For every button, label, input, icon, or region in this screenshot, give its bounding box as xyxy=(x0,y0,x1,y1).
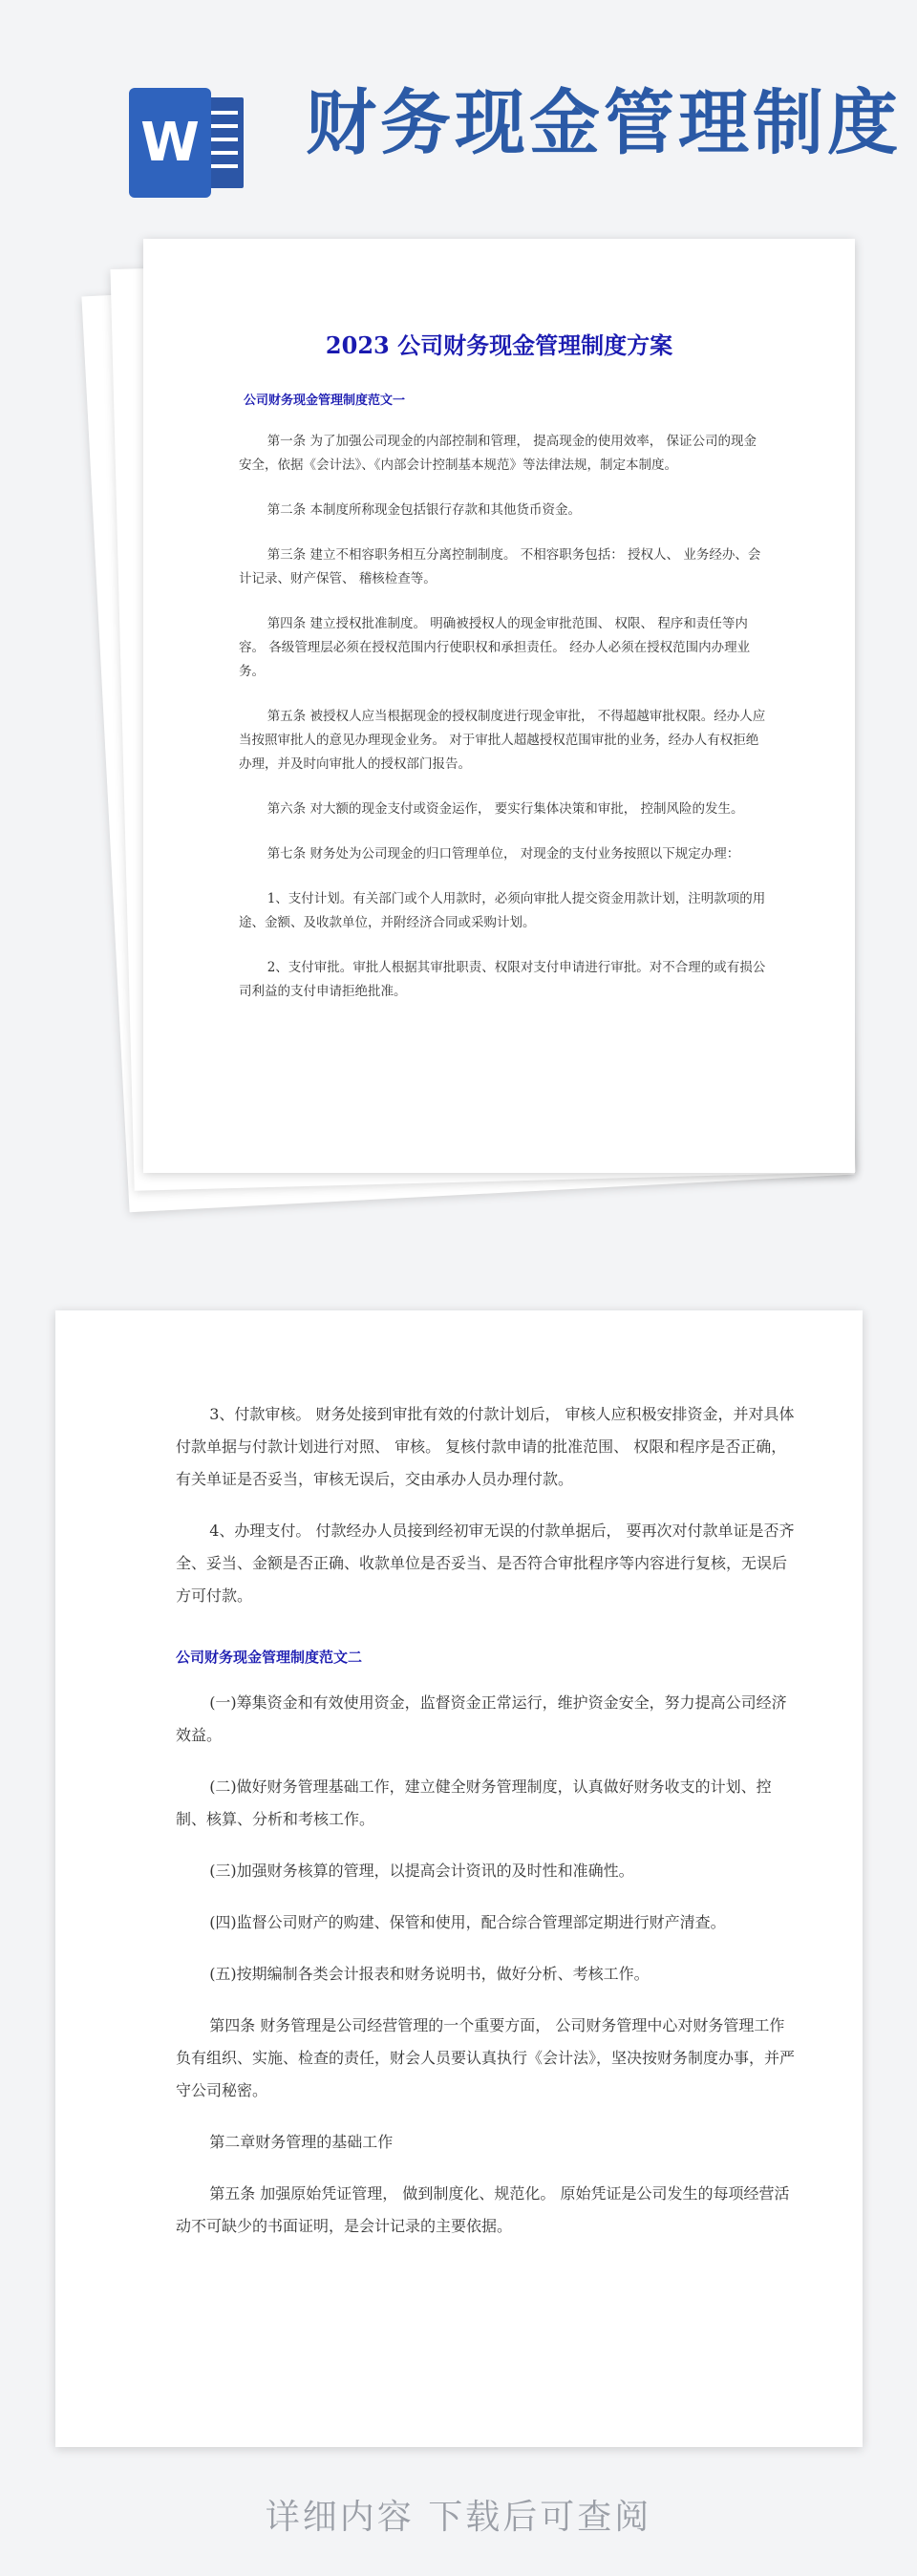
paragraph: 4、办理支付。 付款经办人员接到经初审无误的付款单据后， 要再次对付款单证是否齐全、妥当、金额是否正确、收款单位是否妥当、是否符合审批程序等内容进行复核，无误后方可付款。 xyxy=(176,1522,795,1605)
paragraph: 第四条 财务管理是公司经营管理的一个重要方面， 公司财务管理中心对财务管理工作负有组织、实施、检查的责任，财会人员要认真执行《会计法》，坚决按财务制度办事，并严守公司秘密。 xyxy=(176,2016,796,2099)
word-document-icon xyxy=(129,88,253,198)
paragraph: 1、支付计划。有关部门或个人用款时，必须向审批人提交资金用款计划，注明款项的用途、金额、及收款单位，并附经济合同或采购计划。 xyxy=(239,891,766,930)
paragraph: (五)按期编制各类会计报表和财务说明书，做好分析、考核工作。 xyxy=(209,1965,650,1983)
download-hint: 详细内容 下载后可查阅 xyxy=(265,2498,652,2537)
paragraph: 第六条 对大额的现金支付或资金运作， 要实行集体决策和审批， 控制风险的发生。 xyxy=(267,801,744,817)
word-logo-letter: W xyxy=(129,88,211,198)
page-1-body xyxy=(239,430,769,1025)
paragraph: 3、付款审核。 财务处接到审批有效的付款计划后， 审核人应积极安排资金，并对具体付款单据与付款计划进行对照、 审核。 复核付款申请的批准范围、 权限和程序是否正确，有关单证是否妥当，审核无误后，交由承办人员办理付款。 xyxy=(176,1405,795,1488)
section-heading-1: 公司财务现金管理制度范文一 xyxy=(244,394,406,408)
header-banner xyxy=(0,0,917,239)
chapter-heading: 第二章财务管理的基础工作 xyxy=(209,2133,394,2151)
document-page-2 xyxy=(55,1310,863,2447)
paragraph: 第一条 为了加强公司现金的内部控制和管理， 提高现金的使用效率， 保证公司的现金安全，依据《会计法》、《内部会计控制基本规范》等法律法规，制定本制度。 xyxy=(239,434,757,473)
document-title: 2023 公司财务现金管理制度方案 xyxy=(325,331,673,359)
document-page-1 xyxy=(143,239,855,1173)
paragraph: (四)监督公司财产的购建、保管和使用，配合综合管理部定期进行财产清查。 xyxy=(209,1913,726,1931)
paragraph: 第三条 建立不相容职务相互分离控制制度。 不相容职务包括： 授权人、 业务经办、会计记录、财产保管、 稽核检查等。 xyxy=(239,547,761,586)
paragraph: 第五条 被授权人应当根据现金的授权制度进行现金审批， 不得超越审批权限。经办人应当按照审批人的意见办理现金业务。 对于审批人超越授权范围审批的业务，经办人有权拒绝办理，并及时向审批人的授权部门报告。 xyxy=(239,709,766,772)
paragraph: (二)做好财务管理基础工作，建立健全财务管理制度，认真做好财务收支的计划、控制、核算、分析和考核工作。 xyxy=(176,1778,772,1828)
section-heading-2: 公司财务现金管理制度范文二 xyxy=(176,1649,363,1666)
paragraph: (三)加强财务核算的管理，以提高会计资讯的及时性和准确性。 xyxy=(209,1862,634,1880)
paragraph: 第四条 建立授权批准制度。 明确被授权人的现金审批范围、 权限、 程序和责任等内容。 各级管理层必须在授权范围内行使职权和承担责任。 经办人必须在授权范围内办理业务。 xyxy=(239,616,751,679)
paragraph: 2、支付审批。审批人根据其审批职责、权限对支付申请进行审批。对不合理的或有损公司利益的支付申请拒绝批准。 xyxy=(239,960,766,999)
paragraph: 第五条 加强原始凭证管理， 做到制度化、规范化。 原始凭证是公司发生的每项经营活动不可缺少的书面证明，是会计记录的主要依据。 xyxy=(176,2184,790,2235)
paragraph: 第二条 本制度所称现金包括银行存款和其他货币资金。 xyxy=(267,502,581,518)
header-title: 财务现金管理制度 xyxy=(306,82,902,164)
paragraph: 第七条 财务处为公司现金的归口管理单位， 对现金的支付业务按照以下规定办理： xyxy=(267,846,740,862)
page-2-body xyxy=(176,1398,797,2262)
paragraph: (一)筹集资金和有效使用资金，监督资金正常运行，维护资金安全，努力提高公司经济效益。 xyxy=(176,1693,787,1744)
